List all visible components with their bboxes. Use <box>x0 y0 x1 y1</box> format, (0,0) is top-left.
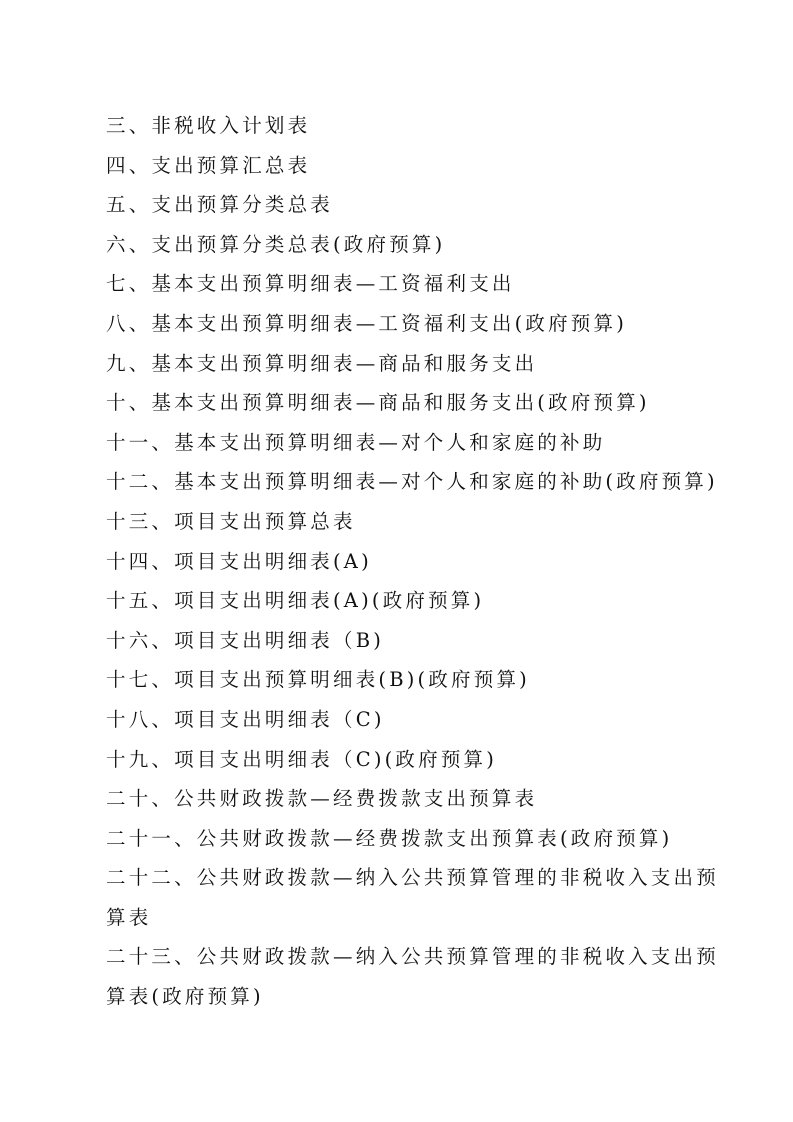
toc-line-19: 十九、项目支出明细表（C)(政府预算) <box>106 747 498 771</box>
toc-line-6: 六、支出预算分类总表(政府预算) <box>106 232 446 256</box>
toc-line-8: 八、基本支出预算明细表—工资福利支出(政府预算) <box>106 311 628 335</box>
toc-line-4: 四、支出预算汇总表 <box>106 153 311 177</box>
toc-line-18: 十八、项目支出明细表（C) <box>106 707 385 731</box>
table-of-contents-list <box>106 106 719 1017</box>
toc-line-16: 十六、项目支出明细表（B) <box>106 628 385 652</box>
toc-line-13: 十三、项目支出预算总表 <box>106 509 356 533</box>
toc-line-12: 十二、基本支出预算明细表—对个人和家庭的补助(政府预算) <box>106 470 718 494</box>
toc-line-20: 二十、公共财政拨款—经费拨款支出预算表 <box>106 787 538 811</box>
toc-line-23-continued: 算表(政府预算) <box>106 985 264 1009</box>
toc-line-15: 十五、项目支出明细表(A)(政府预算) <box>106 589 485 613</box>
toc-line-14: 十四、项目支出明细表(A) <box>106 549 372 573</box>
toc-line-17: 十七、项目支出预算明细表(B)(政府预算) <box>106 668 530 692</box>
toc-line-10: 十、基本支出预算明细表—商品和服务支出(政府预算) <box>106 391 650 415</box>
toc-line-23: 二十三、公共财政拨款—纳入公共预算管理的非税收入支出预 <box>106 945 719 969</box>
toc-line-7: 七、基本支出预算明细表—工资福利支出 <box>106 272 515 296</box>
toc-line-11: 十一、基本支出预算明细表—对个人和家庭的补助 <box>106 430 606 454</box>
toc-line-5: 五、支出预算分类总表 <box>106 193 334 217</box>
toc-line-22-continued: 算表 <box>106 905 152 929</box>
toc-line-9: 九、基本支出预算明细表—商品和服务支出 <box>106 351 538 375</box>
toc-line-22: 二十二、公共财政拨款—纳入公共预算管理的非税收入支出预 <box>106 866 719 890</box>
toc-line-3: 三、非税收入计划表 <box>106 114 311 137</box>
toc-line-21: 二十一、公共财政拨款—经费拨款支出预算表(政府预算) <box>106 826 673 850</box>
